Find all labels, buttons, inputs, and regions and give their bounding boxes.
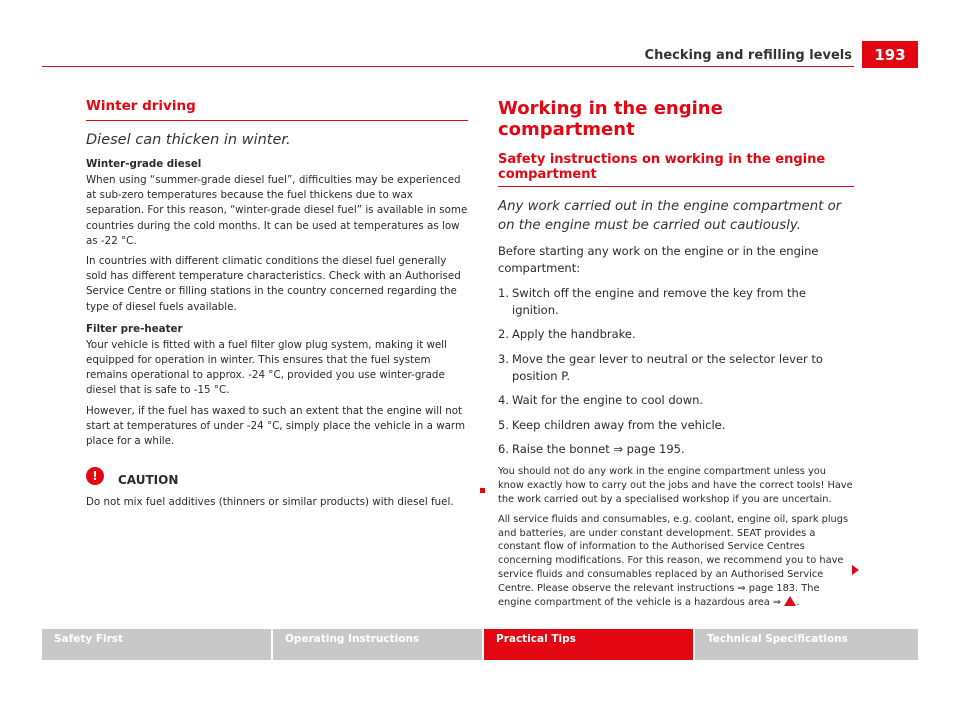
steps-intro: Before starting any work on the engine or in the engine compartment:: [498, 244, 819, 275]
right-column: [498, 98, 854, 615]
list-item: 3. Move the gear lever to neutral or the selector lever to position P.: [498, 351, 823, 383]
paragraph: You should not do any work in the engine compartment unless you know exactly how to carry out the jobs and have the correct tools! Have the work carried out by a specialised workshop if you are uncertain.: [498, 466, 853, 505]
section-lead: Any work carried out in the engine compartment or on the engine must be carried out cautiously.: [498, 199, 842, 233]
paragraph: All service fluids and consumables, e.g. coolant, engine oil, spark plugs and batteries, are under constant development. SEAT provides a constant flow of information to the Authorised Service Centres concerning modifications. For this reason, we recommend you to have service fluids and consumables replaced by an Authorised Service Centre. Please observe the relevant instructions ⇒ page 183. The engine compartment of the vehicle is a hazardous area ⇒ .: [498, 513, 849, 608]
caution-label: CAUTION: [118, 473, 179, 488]
list-item: 6. Raise the bonnet ⇒ page 195.: [498, 441, 685, 456]
page-number: 193: [862, 41, 918, 68]
section-heading-winter-driving: Winter driving: [86, 98, 468, 121]
subheading-filter-pre-heater: Filter pre-heater: [86, 322, 183, 335]
warning-triangle-icon: [784, 596, 796, 606]
caution-block: [86, 465, 468, 487]
chapter-heading: Working in the engine compartment: [498, 98, 723, 140]
header-rule: [42, 66, 854, 67]
left-column: [86, 98, 468, 515]
paragraph: However, if the fuel has waxed to such an extent that the engine will not start at temperatures of under -24 °C, simply place the vehicle in a warm place for a while.: [86, 404, 466, 448]
list-item: 4. Wait for the engine to cool down.: [498, 393, 704, 408]
continue-arrow-icon: [852, 565, 859, 575]
section-end-mark: [480, 488, 485, 493]
paragraph: Your vehicle is fitted with a fuel filter glow plug system, making it well equipped for operation in winter. This ensures that the fuel system remains operational to approx. -24 °C, provided you use winter-grade diesel that is safe to -15 °C.: [86, 338, 447, 397]
tab-safety-first[interactable]: Safety First: [42, 629, 271, 660]
tab-operating-instructions[interactable]: Operating Instructions: [273, 629, 482, 660]
list-item: 5. Keep children away from the vehicle.: [498, 417, 726, 432]
paragraph: In countries with different climatic conditions the diesel fuel generally sold has different temperature characteristics. Check with an Authorised Service Centre or filling stations in the country concerned regarding the type of diesel fuels available.: [86, 255, 461, 313]
running-header-title: Checking and refilling levels: [644, 48, 852, 63]
section-heading-safety: Safety instructions on working in the engine compartment: [498, 152, 854, 187]
tab-practical-tips[interactable]: Practical Tips: [484, 629, 693, 660]
list-item: 2. Apply the handbrake.: [498, 327, 636, 342]
steps-list: [498, 285, 854, 458]
list-item: 1. Switch off the engine and remove the key from the ignition.: [498, 286, 806, 317]
footer-tabs: [42, 629, 918, 660]
caution-text: Do not mix fuel additives (thinners or similar products) with diesel fuel.: [86, 496, 454, 509]
paragraph: When using “summer-grade diesel fuel”, difficulties may be experienced at sub-zero temperatures because the fuel thickens due to wax separation. For this reason, “winter-grade diesel fuel” is available in some countries during the cold months. It can be used at temperatures as low as -22 °C.: [86, 174, 468, 247]
section-lead: Diesel can thicken in winter.: [86, 132, 291, 148]
tab-technical-specifications[interactable]: Technical Specifications: [695, 629, 918, 660]
caution-icon: !: [86, 467, 104, 485]
subheading-winter-grade-diesel: Winter-grade diesel: [86, 158, 202, 170]
